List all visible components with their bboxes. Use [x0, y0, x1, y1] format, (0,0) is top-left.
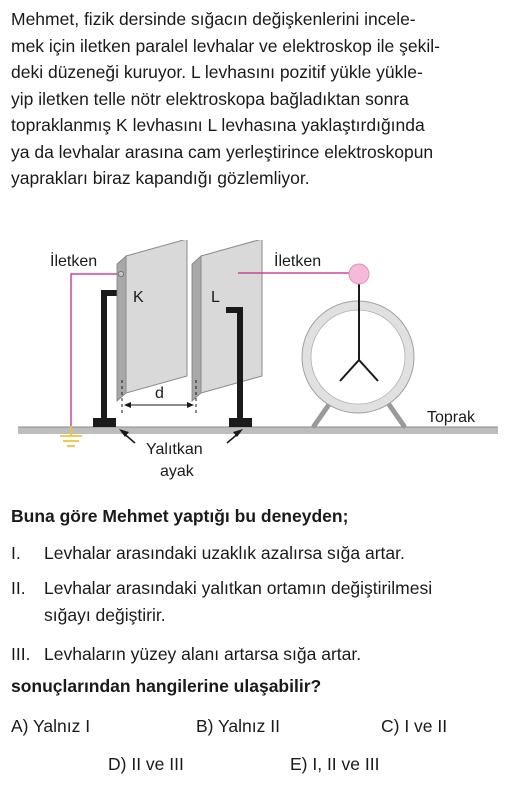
stem-line-4: yip iletken telle nötr elektroskopa bağladıktan sonra [11, 88, 409, 109]
option-c[interactable]: C) I ve II [381, 716, 448, 736]
iletken-right-label: İletken [274, 253, 322, 270]
experiment-figure [0, 240, 516, 490]
stem-line-2: mek için iletken paralel levhalar ve elektroskop ile şekil- [11, 35, 440, 56]
option-b[interactable]: B) Yalnız II [196, 716, 280, 736]
statement-3-text [44, 641, 505, 668]
statement-1-number: I. [11, 543, 21, 563]
question-tail: sonuçlarından hangilerine ulaşabilir? [11, 676, 322, 696]
k-plate-stand [93, 293, 117, 427]
statement-3-number: III. [11, 644, 31, 664]
ayak-label: ayak [160, 463, 194, 480]
distance-d-label: d [155, 385, 164, 402]
iletken-left-label: İletken [50, 253, 98, 270]
statement-2-line-2: sığayı değiştirir. [44, 604, 166, 625]
stem-line-3: deki düzeneği kuruyor. L levhasını pozitif yükle yükle- [11, 62, 423, 82]
electroscope-knob [349, 264, 369, 284]
stem-line-7: yaprakları biraz kapandığı gözlemliyor. [11, 168, 310, 188]
option-d[interactable]: D) II ve III [108, 754, 184, 774]
question-stem [11, 6, 505, 192]
plate-l-label: L [211, 289, 220, 306]
k-plate [117, 240, 187, 401]
ground-surface [18, 427, 498, 434]
option-a[interactable]: A) Yalnız I [11, 716, 91, 736]
stem-line-6: ya da levhalar arasına cam yerleştirince elektroskopun [11, 141, 434, 162]
statement-2-number: II. [11, 578, 26, 598]
distance-arrowhead-right [187, 402, 194, 408]
statement-2-text [44, 575, 505, 628]
l-plate [192, 240, 262, 401]
stem-line-1: Mehmet, fizik dersinde sığacın değişkenlerini incele- [11, 9, 416, 29]
k-plate-contact [118, 271, 123, 276]
statement-3-line-1: Levhaların yüzey alanı artarsa sığa artar. [44, 644, 362, 664]
electroscope-leg-right [388, 403, 404, 426]
option-e[interactable]: E) I, II ve III [290, 754, 380, 774]
k-ground-wire [71, 274, 120, 426]
stem-line-5: topraklanmış K levhasını L levhasına yaklaştırdığında [11, 115, 425, 135]
statement-2-line-1: Levhalar arasındaki yalıtkan ortamın değiştirilmesi [44, 578, 433, 598]
question-lead: Buna göre Mehmet yaptığı bu deneyden; [11, 506, 349, 526]
statement-1-line-1: Levhalar arasındaki uzaklık azalırsa sığa artar. [44, 543, 405, 563]
plate-k-label: K [133, 289, 144, 306]
distance-arrowhead-left [124, 402, 131, 408]
electroscope-leg-left [314, 403, 330, 426]
toprak-label: Toprak [427, 409, 476, 426]
yalitkan-label: Yalıtkan [146, 441, 203, 458]
statement-1-text [44, 540, 505, 567]
